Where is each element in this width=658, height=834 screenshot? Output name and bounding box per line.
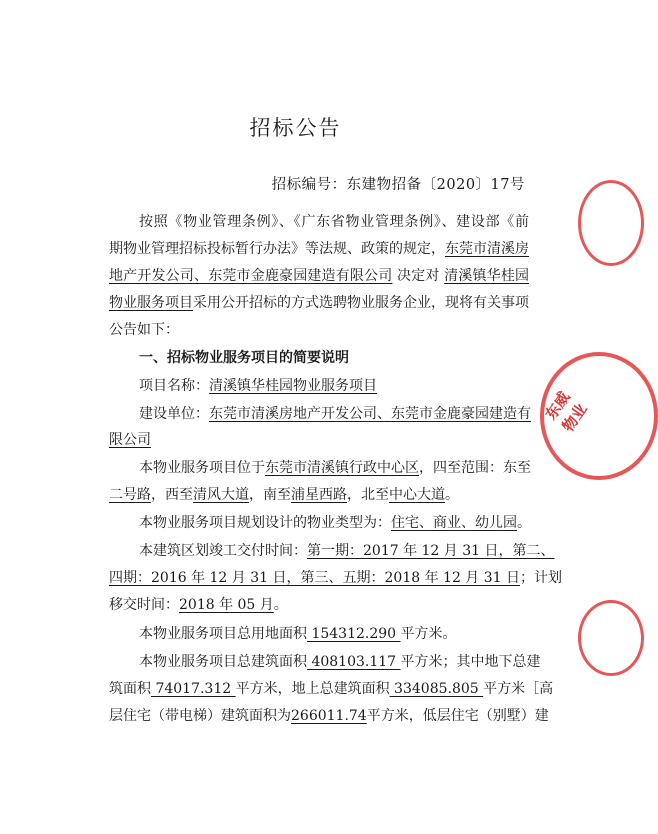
project-name-inline: 清溪镇华桂园 (444, 268, 530, 284)
property-types: 住宅、商业、幼儿园 (391, 515, 517, 531)
project-name-row: 项目名称：清溪镇华桂园物业服务项目 (139, 378, 377, 394)
project-name-inline-cont: 物业服务项目 (109, 295, 193, 311)
building-area-line-3: 层住宅（带电梯）建筑面积为266011.74平方米，低层住宅（别墅）建 (109, 708, 549, 724)
seal-stamp-top (578, 180, 644, 266)
developer-name: 东莞市清溪房 (445, 241, 529, 257)
builder-value-cont: 限公司 (109, 432, 151, 448)
total-building-area: 408103.117 (307, 654, 401, 670)
delivery-dates-cont: 四期：2016 年 12 月 31 日，第三、五期：2018 年 12 月 31 日 (109, 570, 521, 586)
highrise-area: 266011.74 (291, 708, 367, 724)
delivery-dates: 第一期：2017 年 12 月 31 日，第二、 (307, 543, 555, 559)
building-area-line-1: 本物业服务项目总建筑面积 408103.117 平方米；其中地下总建 (139, 654, 541, 670)
underground-area: 74017.312 (151, 681, 236, 697)
delivery-line-3: 移交时间：2018 年 05 月。 (109, 597, 288, 613)
section-heading-1: 一、招标物业服务项目的简要说明 (139, 350, 349, 366)
delivery-line-2: 四期：2016 年 12 月 31 日，第三、五期：2018 年 12 月 31 日；计划 (109, 570, 563, 586)
project-name-value: 清溪镇华桂园物业服务项目 (209, 378, 377, 394)
document-title: 招标公告 (249, 116, 342, 140)
developer-name-cont: 地产开发公司、东莞市金鹿豪园建造有限公司 (109, 268, 393, 284)
tender-number: 招标编号：东建物招备〔2020〕17号 (271, 177, 525, 193)
location-area: 东莞市清溪镇行政中心区 (265, 460, 419, 476)
south-boundary: 浦星西路 (291, 487, 347, 503)
intro-line-2: 期物业管理招标投标暂行办法》等法规、政策的规定，东莞市清溪房 (109, 241, 529, 257)
seal-stamp-text: 东威物业 (541, 388, 591, 436)
builder-row-1: 建设单位：东莞市清溪房地产开发公司、东莞市金鹿豪园建造有 (139, 406, 531, 422)
intro-line-1: 按照《物业管理条例》、《广东省物业管理条例》、建设部《前 (139, 214, 529, 230)
building-area-line-2: 筑面积 74017.312 平方米，地上总建筑面积 334085.805 平方米［高 (109, 681, 554, 697)
land-area-line: 本物业服务项目总用地面积 154312.290 平方米。 (139, 626, 457, 642)
builder-value: 东莞市清溪房地产开发公司、东莞市金鹿豪园建造有 (209, 406, 531, 422)
intro-line-5: 公告如下： (109, 322, 179, 338)
builder-row-2 (109, 430, 529, 450)
intro-line-3: 地产开发公司、东莞市金鹿豪园建造有限公司 决定对 清溪镇华桂园 (109, 268, 530, 284)
north-boundary: 中心大道 (389, 487, 445, 503)
aboveground-area: 334085.805 (389, 681, 484, 697)
location-line-2: 二号路，西至清风大道，南至浦星西路，北至中心大道。 (109, 487, 459, 503)
property-types-line: 本物业服务项目规划设计的物业类型为：住宅、商业、幼儿园。 (139, 515, 531, 531)
handover-date: 2018 年 05 月 (179, 597, 274, 613)
location-line-1: 本物业服务项目位于东莞市清溪镇行政中心区，四至范围：东至 (139, 460, 531, 476)
east-boundary: 二号路 (109, 487, 151, 503)
intro-line-4: 物业服务项目采用公开招标的方式选聘物业服务企业，现将有关事项 (109, 295, 529, 311)
land-area-value: 154312.290 (307, 626, 401, 642)
west-boundary: 清风大道 (193, 487, 249, 503)
seal-stamp-bottom (578, 600, 644, 676)
delivery-line-1: 本建筑区划竣工交付时间：第一期：2017 年 12 月 31 日，第二、 (139, 543, 555, 559)
